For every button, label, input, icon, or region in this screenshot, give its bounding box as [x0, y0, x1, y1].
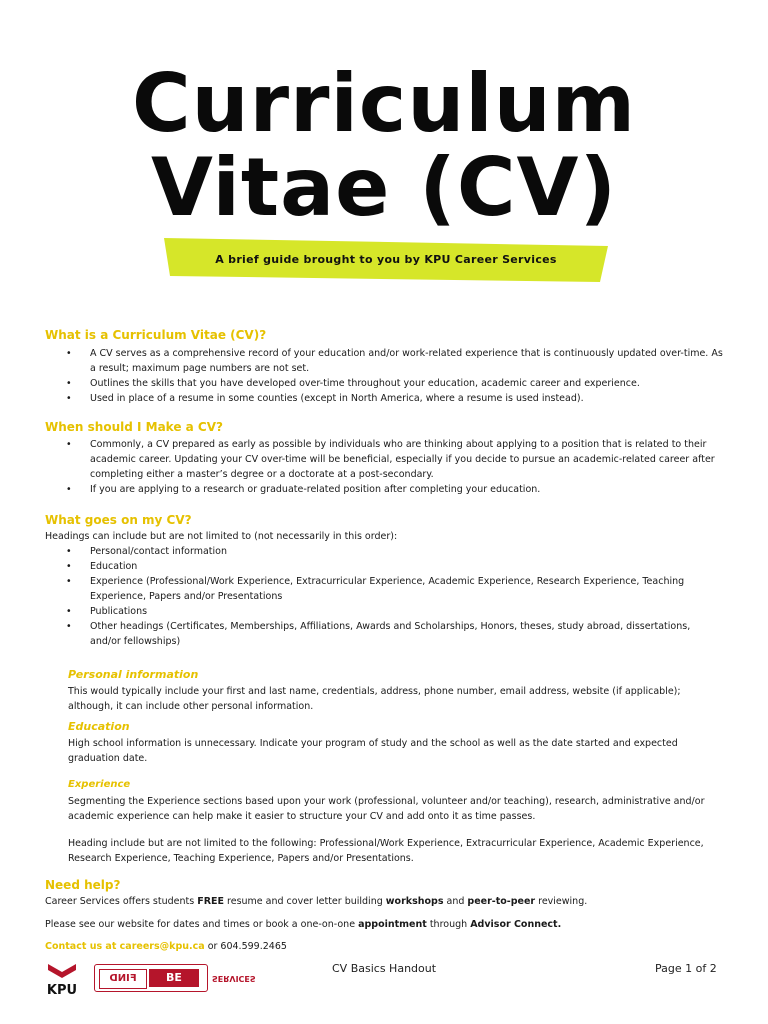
subtitle-banner — [164, 238, 608, 282]
kpu-chevron-icon — [44, 962, 80, 980]
page-number: Page 1 of 2 — [655, 962, 717, 975]
advisor-connect-link[interactable]: Advisor Connect. — [470, 919, 562, 930]
heading-education: Education — [68, 720, 130, 733]
appointment-label: appointment — [358, 919, 427, 930]
title-line-1: Curriculum — [131, 57, 637, 150]
heading-when-make-cv: When should I Make a CV? — [45, 420, 223, 434]
personal-information-text: This would typically include your first and last name, credentials, address, phone number, email address, website (if applicable); although, it can include other personal information. — [68, 686, 681, 712]
list-item: • A CV serves as a comprehensive record of your education and/or work-related experience that is continuously updated over-time. As a result; maximum page numbers are not set. — [64, 346, 724, 376]
heading-what-goes: What goes on my CV? — [45, 513, 192, 527]
campaign-logo — [94, 964, 208, 992]
help-text: Career Services offers students — [45, 896, 198, 907]
footer-title: CV Basics Handout — [332, 962, 437, 975]
banner-text: A brief guide brought to you by KPU Career Services — [215, 253, 557, 266]
list-item: • Education — [64, 559, 724, 574]
heading-what-is-cv: What is a Curriculum Vitae (CV)? — [45, 328, 267, 342]
contact-email-link[interactable]: Contact us at careers@kpu.ca — [45, 941, 205, 952]
list-item: • Publications — [64, 604, 724, 619]
heading-need-help: Need help? — [45, 878, 121, 892]
help-line-1 — [45, 894, 735, 909]
list-when-make-cv — [64, 437, 724, 497]
list-item: • Commonly, a CV prepared as early as possible by individuals who are thinking about applying to a position that is related to their academic career. Updating your CV over-time will be beneficial, especially if you decide to pursue an academic-related career after completing either a master’s degree or a doctorate at a post-secondary. — [64, 437, 724, 482]
contact-phone: or 604.599.2465 — [204, 941, 287, 952]
what-goes-intro: Headings can include but are not limited to (not necessarily in this order): — [45, 531, 398, 542]
help-text: Please see our website for dates and times or book a one-on-one — [45, 919, 359, 930]
heading-personal-information: Personal information — [68, 668, 199, 681]
services-badge: SERVICES — [212, 974, 256, 983]
help-text: resume and cover letter building — [224, 896, 386, 907]
peer-to-peer-label: peer-to-peer — [467, 896, 536, 907]
help-text: reviewing. — [535, 896, 588, 907]
title-line-2: Vitae (CV) — [150, 141, 617, 234]
list-item: • Personal/contact information — [64, 544, 724, 559]
help-line-2 — [45, 917, 735, 932]
kpu-logo-text: KPU — [46, 983, 78, 998]
help-text: through — [426, 919, 471, 930]
workshops-label: workshops — [385, 896, 444, 907]
contact-line — [45, 939, 735, 954]
experience-text-2: Heading include but are not limited to the following: Professional/Work Experience, Extracurricular Experience, Academic Experience, Research Experience, Teaching Experience, Papers and/or Presentations. — [68, 838, 704, 864]
list-item: • Used in place of a resume in some counties (except in North America, where a resume is used instead). — [64, 391, 724, 406]
be-badge: BE — [149, 969, 199, 987]
help-text: and — [443, 896, 468, 907]
list-what-goes — [64, 544, 724, 649]
list-item: • If you are applying to a research or graduate-related position after completing your education. — [64, 482, 724, 497]
heading-experience: Experience — [68, 779, 131, 790]
list-item: • Other headings (Certificates, Memberships, Affiliations, Awards and Scholarships, Honors, theses, study abroad, dissertations, and/or fellowships) — [64, 619, 724, 649]
education-text: High school information is unnecessary. Indicate your program of study and the school as well as the date started and expected graduation date. — [68, 738, 678, 764]
list-item: • Outlines the skills that you have developed over-time throughout your education, academic career and experience. — [64, 376, 724, 391]
experience-text-1: Segmenting the Experience sections based upon your work (professional, volunteer and/or teaching), research, administrative and/or academic experience can help make it easier to structure your CV and add onto it as time passes. — [68, 796, 705, 822]
list-what-is-cv — [64, 346, 724, 406]
find-badge: FIND — [99, 969, 147, 989]
free-label: FREE — [197, 896, 225, 907]
list-item: • Experience (Professional/Work Experience, Extracurricular Experience, Academic Experience, Research Experience, Teaching Experience, Papers and/or Presentations — [64, 574, 724, 604]
kpu-logo — [44, 962, 80, 996]
